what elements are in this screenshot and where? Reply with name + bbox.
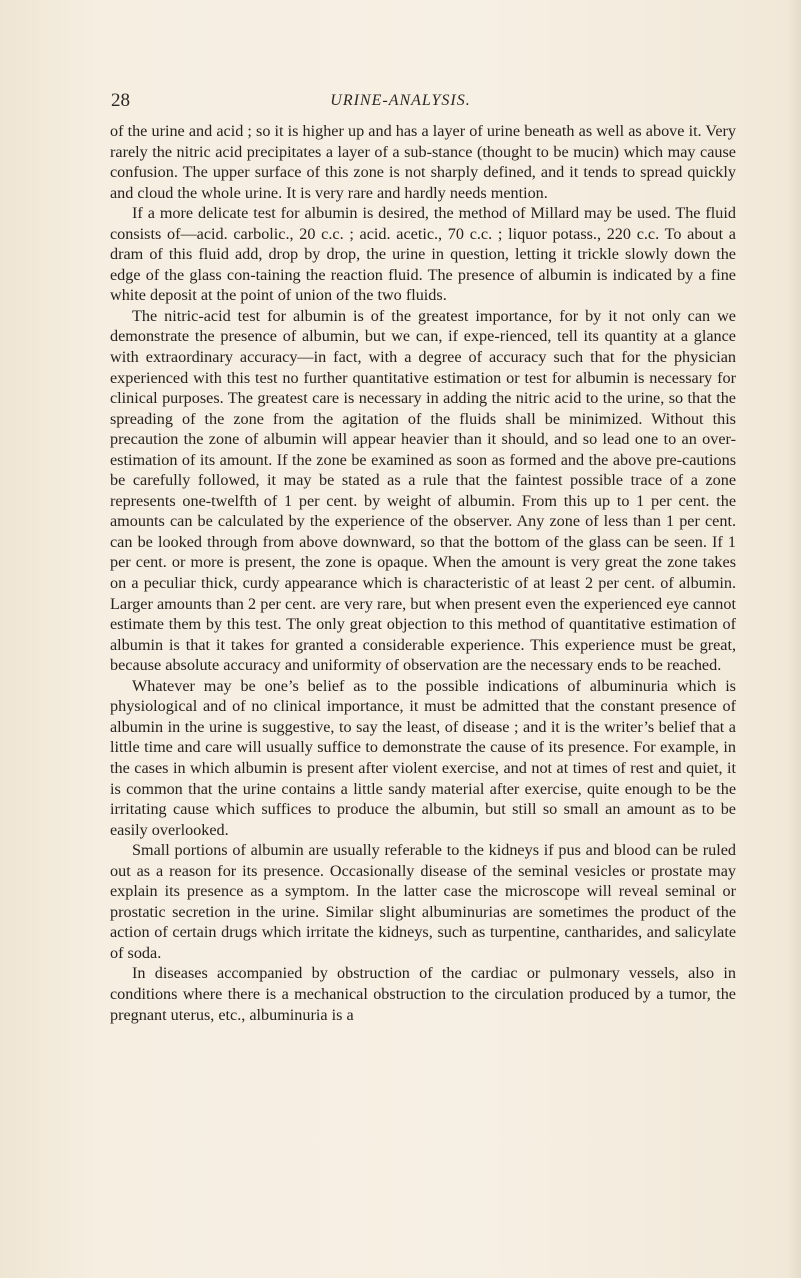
page-header [0,90,801,114]
paragraph-5: Small portions of albumin are usually referable to the kidneys if pus and blood can be ruled out as a reason for its presence. Occasionally disease of the seminal vesicles or prostate may explain its presence as a symptom. In the latter case the microscope will reveal seminal or prostatic secretion in the urine. Similar slight albuminurias are sometimes the product of the action of certain drugs which irritate the kidneys, such as turpentine, cantharides, and salicylate of soda. [110,841,736,962]
paragraph-1: of the urine and acid ; so it is higher up and has a layer of urine beneath as well as above it. Very rarely the nitric acid precipitates a layer of a sub-stance (thought to be mucin) which may cause confusion. The upper surface of this zone is not sharply defined, and it tends to spread quickly and cloud the whole urine. It is very rare and hardly needs mention. [110,122,736,202]
body-text [110,121,736,1025]
paragraph-3: The nitric-acid test for albumin is of the greatest importance, for by it not only can we demonstrate the presence of albumin, but we can, if expe-rienced, tell its quantity at a glance with extraordinary accuracy—in fact, with a degree of accuracy such that for the physician experienced with this test no further quantitative estimation or test for albumin is necessary for clinical purposes. The greatest care is necessary in adding the nitric acid to the urine, so that the spreading of the zone from the agitation of the fluids shall be minimized. Without this precaution the zone of albumin will appear heavier than it should, and so lead one to an over-estimation of its amount. If the zone be examined as soon as formed and the above pre-cautions be carefully followed, it may be stated as a rule that the faintest possible trace of a zone represents one-twelfth of 1 per cent. by weight of albumin. From this up to 1 per cent. the amounts can be calculated by the experience of the observer. Any zone of less than 1 per cent. can be looked through from above downward, so that the bottom of the glass can be seen. If 1 per cent. or more is present, the zone is opaque. When the amount is very great the zone takes on a peculiar thick, curdy appearance which is characteristic of at least 2 per cent. of albumin. Larger amounts than 2 per cent. are very rare, but when present even the experienced eye cannot estimate them by this test. The only great objection to this method of quantitative estimation of albumin is that it takes for granted a considerable experience. This experience must be great, because absolute accuracy and uniformity of observation are the necessary ends to be reached. [110,306,736,675]
paragraph-2: If a more delicate test for albumin is desired, the method of Millard may be used. The fluid consists of—acid. carbolic., 20 c.c. ; acid. acetic., 70 c.c. ; liquor potass., 220 c.c. To about a dram of this fluid add, drop by drop, the urine in question, letting it trickle slowly down the edge of the glass con-taining the reaction fluid. The presence of albumin is indicated by a fine white deposit at the point of union of the two fluids. [110,204,736,305]
page-edge-shadow [787,0,801,1278]
page-number: 28 [111,90,130,111]
running-head: URINE-ANALYSIS. [330,92,471,109]
paragraph-4: Whatever may be one’s belief as to the possible indications of albuminuria which is physiological and of no clinical importance, it must be admitted that the constant presence of albumin in the urine is suggestive, to say the least, of disease ; and it is the writer’s belief that a little time and care will usually suffice to demonstrate the cause of its presence. For example, in the cases in which albumin is present after violent exercise, and not at times of rest and quiet, it is common that the urine contains a little sandy material after exercise, quite enough to be the irritating cause which suffices to produce the albumin, but still so small an amount as to be easily overlooked. [110,676,736,839]
paragraph-6: In diseases accompanied by obstruction of the cardiac or pulmonary vessels, also in conditions where there is a mechanical obstruction to the circulation produced by a tumor, the pregnant uterus, etc., albuminuria is a [110,964,736,1024]
